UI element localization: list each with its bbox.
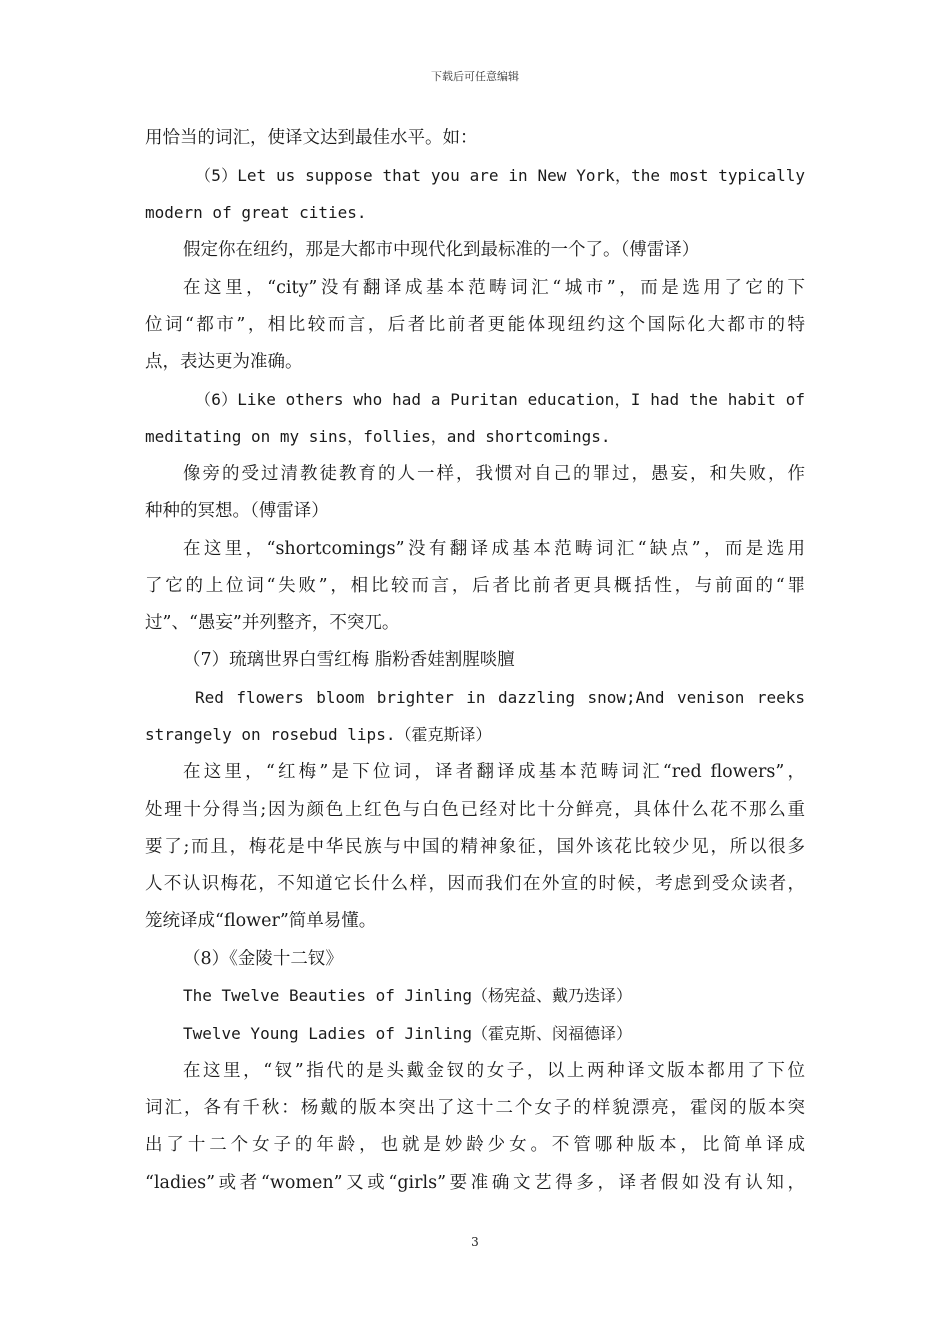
text-line: 在这里，“红梅”是下位词，译者翻译成基本范畴词汇“red flowers”， — [183, 762, 805, 782]
text-line: 像旁的受过清教徒教育的人一样，我惯对自己的罪过，愚妄，和失败，作 — [183, 464, 805, 484]
text-line: The Twelve Beauties of Jinling（杨宪益、戴乃迭译） — [183, 986, 632, 1005]
text-line: （7）琉璃世界白雪红梅 脂粉香娃割腥啖膻 — [183, 650, 515, 670]
text-line: 在这里，“钗”指代的是头戴金钗的女子，以上两种译文版本都用了下位 — [183, 1061, 805, 1081]
text-line: 出了十二个女子的年龄，也就是妙龄少女。不管哪种版本，比简单译成 — [145, 1135, 805, 1155]
text-line: 处理十分得当;因为颜色上红色与白色已经对比十分鲜亮，具体什么花不那么重 — [145, 800, 805, 820]
text-line: meditating on my sins，follies，and shortcomings. — [145, 427, 611, 446]
text-line: 人不认识梅花，不知道它长什么样，因而我们在外宣的时候，考虑到受众读者， — [145, 874, 805, 894]
text-line: “ladies”或者“women”又或“girls”要准确文艺得多，译者假如没有认知， — [145, 1173, 805, 1193]
text-line: 了它的上位词“失败”，相比较而言，后者比前者更具概括性，与前面的“罪 — [145, 576, 805, 596]
text-line: （8）《金陵十二钗》 — [183, 949, 343, 969]
page-number: 3 — [471, 1235, 479, 1249]
text-line: strangely on rosebud lips.（霍克斯译） — [145, 725, 492, 744]
text-line: 种种的冥想。（傅雷译） — [145, 501, 329, 521]
text-line: 过”、“愚妄”并列整齐，不突兀。 — [145, 613, 400, 633]
text-line: 在这里，“city”没有翻译成基本范畴词汇“城市”，而是选用了它的下 — [183, 278, 805, 298]
text-line: 假定你在纽约，那是大都市中现代化到最标准的一个了。（傅雷译） — [183, 240, 700, 260]
text-line: 笼统译成“flower”简单易懂。 — [145, 911, 377, 931]
text-line: （5）Let us suppose that you are in New York，the most typically — [195, 166, 805, 185]
page-header: 下载后可任意编辑 — [431, 70, 519, 83]
text-line: Red flowers bloom brighter in dazzling snow;And venison reeks — [195, 688, 805, 707]
text-line: Twelve Young Ladies of Jinling（霍克斯、闵福德译） — [183, 1024, 632, 1043]
text-line: 位词“都市”，相比较而言，后者比前者更能体现纽约这个国际化大都市的特 — [145, 315, 805, 335]
text-line: （6）Like others who had a Puritan education，I had the habit of — [195, 390, 805, 409]
text-line: 点，表达更为准确。 — [145, 352, 303, 372]
text-line: 在这里，“shortcomings”没有翻译成基本范畴词汇“缺点”，而是选用 — [183, 539, 805, 559]
text-line: 要了;而且，梅花是中华民族与中国的精神象征，国外该花比较少见，所以很多 — [145, 837, 805, 857]
text-line: 词汇，各有千秋：杨戴的版本突出了这十二个女子的样貌漂亮，霍闵的版本突 — [145, 1098, 805, 1118]
text-line: modern of great cities. — [145, 203, 367, 222]
text-line: 用恰当的词汇，使译文达到最佳水平。如： — [145, 128, 478, 148]
